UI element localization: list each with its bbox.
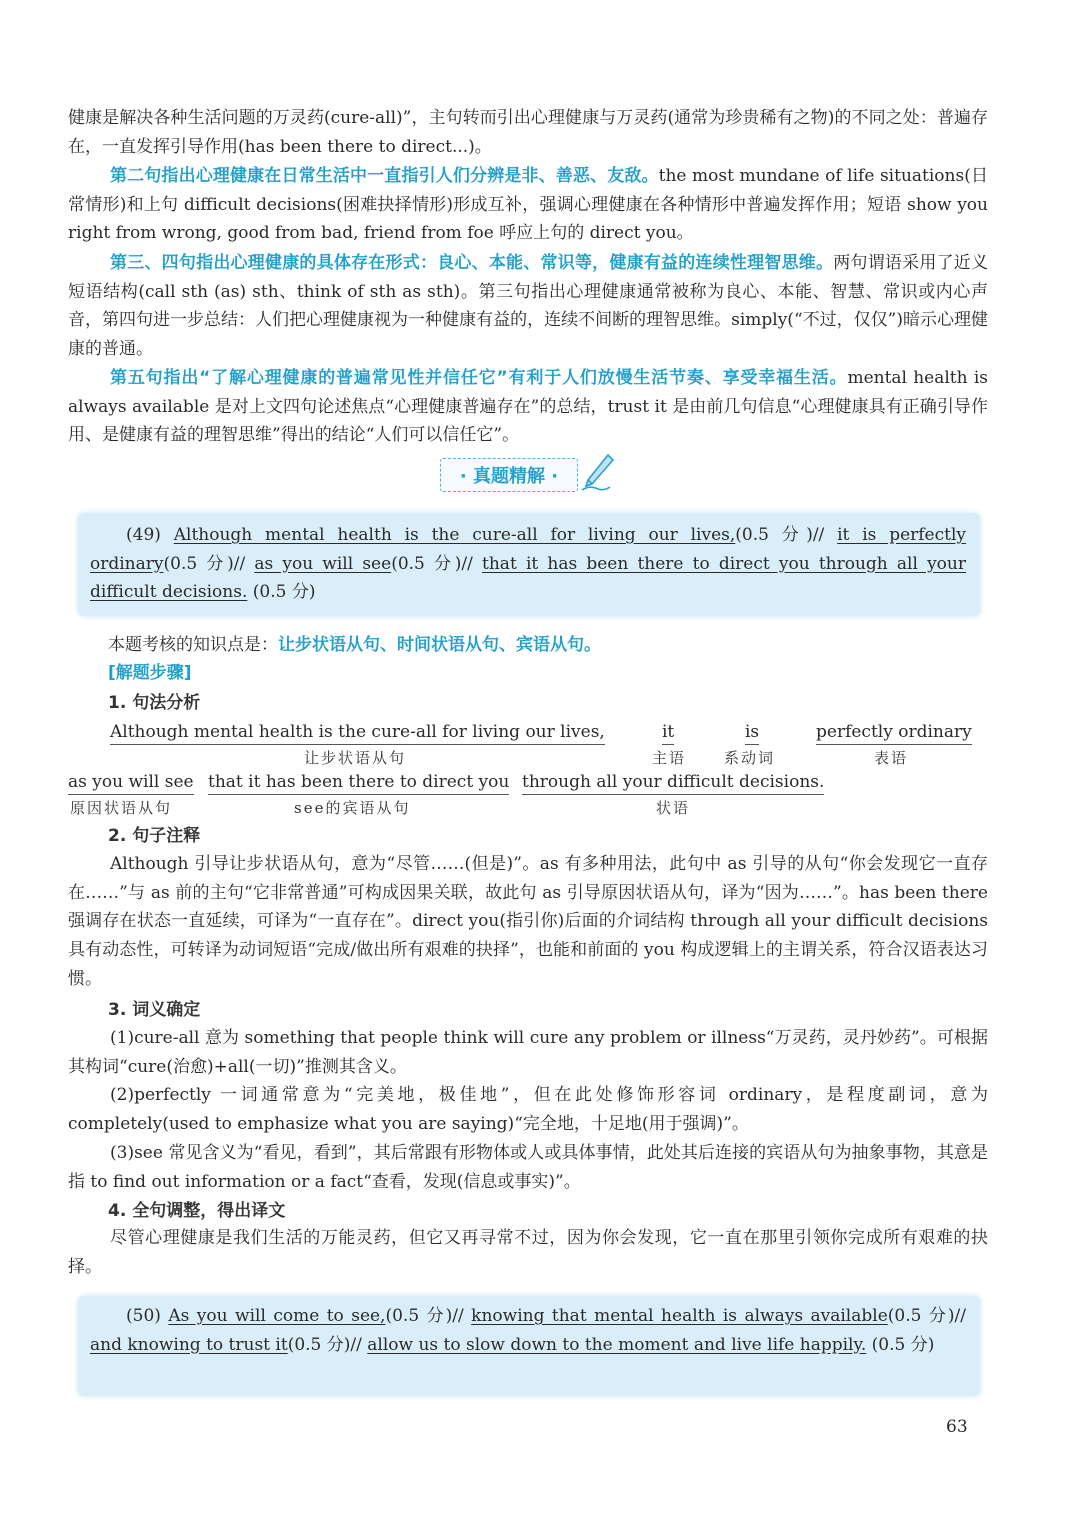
segment-4: that it has been there to direct you through all your difficult decisions. — [90, 553, 966, 602]
segment-3: and knowing to trust it — [90, 1334, 288, 1355]
intro-paragraph-2: 第二句指出心理健康在日常生活中一直指引人们分辨是非、善恶、友敌。the most mundane of life situations(日常情形)和上句 difficult decisions(困难抉择情形)形成互补，强调心理健康在各种情形中普遍发挥作用；短语 show you right from wrong, good from bad, friend from foe 呼应上句的 direct you。 — [68, 166, 988, 244]
analysis-segment-3: is — [745, 721, 759, 745]
segment-1: As you will come to see, — [168, 1306, 386, 1326]
segment-2: it is perfectly ordinary — [90, 525, 967, 574]
analysis-segment-7: through all your difficult decisions. — [522, 771, 824, 795]
analysis-label-4: 表语 — [874, 749, 909, 767]
analysis-label-2: 主语 — [652, 749, 687, 767]
steps-label: [解题步骤] — [108, 663, 192, 683]
analysis-label-6: see的宾语从句 — [294, 799, 411, 817]
section-heading-1: 1. 句法分析 — [108, 693, 201, 713]
segment-2: knowing that mental health is always available — [471, 1306, 888, 1326]
analysis-segment-2: it — [662, 721, 674, 745]
answer-box-49 — [78, 513, 980, 616]
intro-paragraph-1: 健康是解决各种生活问题的万灵药(cure-all)”，主句转而引出心理健康与万灵药(通常为珍贵稀有之物)的不同之处：普遍存在，一直发挥引导作用(has been there to direct...)。 — [68, 108, 988, 157]
definition-3: (3)see 常见含义为“看见，看到”，其后常跟有形物体或人或具体事情，此处其后连接的宾语从句为抽象事物，其意是指 to find out information or a fact“查看，发现(信息或事实)”。 — [68, 1143, 988, 1192]
highlight-sentence-3: 第三、四句指出心理健康的具体存在形式：良心、本能、常识等，健康有益的连续性理智思维。 — [110, 253, 834, 273]
intro-paragraph-4: 第五句指出“了解心理健康的普遍常见性并信任它”有利于人们放慢生活节奏、享受幸福生活。mental health is always available 是对上文四句论述焦点“心理健康普遍存在”的总结，trust it 是由前几句信息“心理健康具有正确引导作用、是健康有益的理智思维”得出的结论“人们可以信任它”。 — [68, 368, 988, 446]
analysis-segment-5: as you will see — [68, 771, 194, 795]
answer-text-50: (50) As you will come to see,(0.5 分)// knowing that mental health is always available(0.5 分)// and knowing to trust it(0.5 分)// allow us to slow down to the moment and live life happily. (0.5 分) — [90, 1306, 966, 1355]
segment-1: Although mental health is the cure-all for living our lives, — [173, 525, 736, 545]
segment-4: allow us to slow down to the moment and live life happily. — [367, 1334, 867, 1355]
answer-text-49: (49) Although mental health is the cure-all for living our lives,(0.5 分)// it is perfectly ordinary(0.5 分)// as you will see(0.5 分)// that it has been there to direct you through all your difficult decisions. (0.5 分) — [90, 525, 967, 602]
analysis-label-3: 系动词 — [724, 749, 776, 767]
page-number: 63 — [946, 1417, 968, 1437]
knowledge-points: 本题考核的知识点是：让步状语从句、时间状语从句、宾语从句。 — [108, 635, 601, 655]
section-heading-4: 4. 全句调整，得出译文 — [108, 1201, 286, 1221]
analysis-label-7: 状语 — [656, 799, 691, 817]
sentence-notes: Although 引导让步状语从句，意为“尽管……(但是)”。as 有多种用法，此句中 as 引导的从句“你会发现它一直存在……”与 as 前的主句“它非常普通”可构成因果关联，故此句 as 引导原因状语从句，译为“因为……”。has been there 强调存在状态一直延续，可译为“一直存在”。direct you(指引你)后面的介词结构 through all your difficult decisions 具有动态性，可转译为动词短语“完成/做出所有艰难的抉择”，也能和前面的 you 构成逻辑上的主谓关系，符合汉语表达习惯。 — [68, 854, 988, 989]
pencil-icon — [580, 452, 616, 492]
highlight-sentence-4: 第五句指出“了解心理健康的普遍常见性并信任它”有利于人们放慢生活节奏、享受幸福生活。 — [110, 368, 848, 388]
section-heading-3: 3. 词义确定 — [108, 1000, 201, 1020]
section-banner: · 真题精解 · — [440, 458, 578, 492]
definition-2: (2)perfectly 一词通常意为“完美地，极佳地”，但在此处修饰形容词 ordinary，是程度副词，意为 completely(used to emphasize what you are saying)“完全地，十足地(用于强调)”。 — [68, 1085, 988, 1134]
segment-3: as you will see — [254, 553, 392, 574]
analysis-segment-4: perfectly ordinary — [816, 721, 972, 745]
analysis-label-1: 让步状语从句 — [304, 749, 407, 767]
translation-text: 尽管心理健康是我们生活的万能灵药，但它又再寻常不过，因为你会发现，它一直在那里引领你完成所有艰难的抉择。 — [68, 1228, 988, 1277]
definition-1: (1)cure-all 意为 something that people think will cure any problem or illness“万灵药，灵丹妙药”。可根据其构词“cure(治愈)+all(一切)”推测其含义。 — [68, 1028, 988, 1077]
analysis-label-5: 原因状语从句 — [70, 799, 173, 817]
analysis-segment-6: that it has been there to direct you — [208, 771, 509, 795]
intro-paragraph-3: 第三、四句指出心理健康的具体存在形式：良心、本能、常识等，健康有益的连续性理智思维。两句谓语采用了近义短语结构(call sth (as) sth、think of sth as sth)。第三句指出心理健康通常被称为良心、本能、智慧、常识或内心声音，第四句进一步总结：人们把心理健康视为一种健康有益的，连续不间断的理智思维。simply(“不过，仅仅”)暗示心理健康的普通。 — [68, 253, 989, 360]
analysis-segment-1: Although mental health is the cure-all for living our lives, — [110, 721, 605, 745]
section-heading-2: 2. 句子注释 — [108, 826, 201, 846]
highlight-sentence-2: 第二句指出心理健康在日常生活中一直指引人们分辨是非、善恶、友敌。 — [110, 166, 659, 186]
answer-box-50 — [78, 1296, 980, 1396]
